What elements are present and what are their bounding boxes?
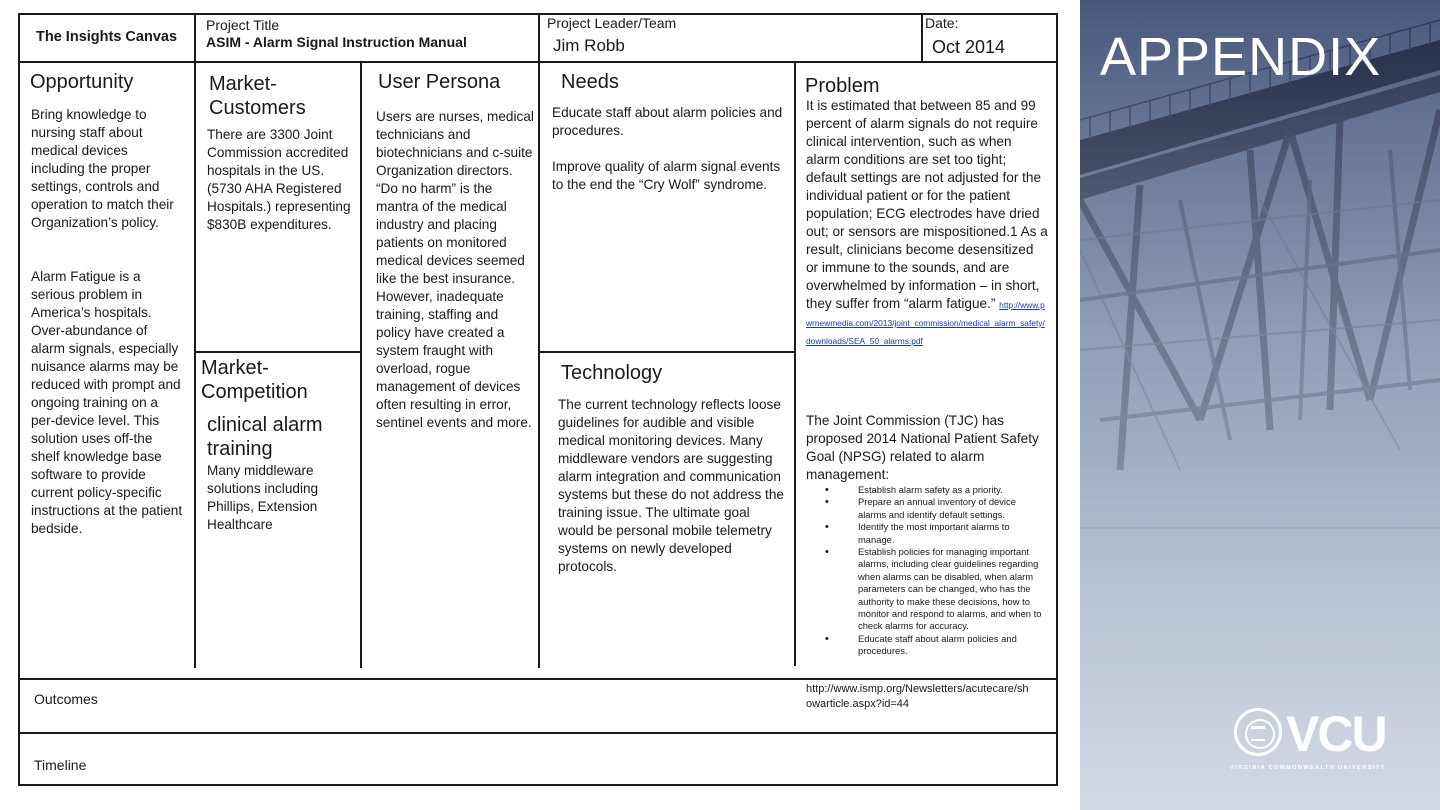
- col-div-4: [794, 61, 796, 666]
- needs-divider: [538, 351, 794, 353]
- market-customers-text: There are 3300 Joint Commission accredited hospitals in the US. (5730 AHA Registered Hospitals.) representing $830B expenditures.: [207, 127, 351, 232]
- list-item: • Educate staff about alarm policies and procedures.: [806, 633, 1042, 658]
- problem-link[interactable]: http://www.pwrnewmedia.com/2013/joint_commission/medical_alarm_safety/downloads/SEA_50_alarms.pdf: [806, 300, 1045, 346]
- needs-heading: Needs: [561, 71, 619, 93]
- list-item: • Identify the most important alarms to manage.: [806, 521, 1042, 546]
- opportunity-text-1: Bring knowledge to nursing staff about medical devices including the proper settings, controls and operation to match their Organization’s policy.: [31, 107, 174, 230]
- list-item: • Prepare an annual inventory of device alarms and identify default settings.: [806, 496, 1042, 521]
- list-item: • Establish alarm safety as a priority.: [806, 484, 1042, 496]
- date-label: Date:: [925, 15, 959, 31]
- list-item: • Establish policies for managing important alarms, including clear guidelines regarding when alarms can be disabled, when alarm parameters can be changed, who has the authority to make these decisions, how to monitor and respond to alarms, and when to check alarms for accuracy.: [806, 546, 1042, 633]
- header-div-1: [194, 13, 196, 63]
- market-competition-heading: Market- Competition: [201, 357, 308, 403]
- outcomes-divider: [18, 678, 1058, 680]
- col-div-2: [360, 61, 362, 668]
- vcu-logo-text: VCU: [1286, 706, 1386, 762]
- vcu-seal-icon: [1234, 708, 1282, 756]
- leader-label: Project Leader/Team: [547, 15, 677, 31]
- border-bottom: [18, 784, 1058, 786]
- opportunity-heading: Opportunity: [30, 71, 134, 93]
- problem-heading: Problem: [805, 75, 880, 97]
- canvas-title: The Insights Canvas: [36, 29, 178, 45]
- leader-name: Jim Robb: [553, 36, 625, 55]
- tjc-text: The Joint Commission (TJC) has proposed 2014 National Patient Safety Goal (NPSG) related to alarm management:: [806, 413, 1039, 482]
- market-competition-subheading: clinical alarm training: [207, 414, 323, 460]
- bridge-graphic: [1080, 0, 1440, 810]
- user-persona-text: Users are nurses, medical technicians and biotechnicians and c-suite Organization directors. “Do no harm” is the mantra of the medical industry and placing patients on monitored medical devices seemed like the best insurance. However, inadequate training, staffing and policy have created a system fraught with overload, rogue management of devices often resulting in error, sentinel events and more.: [376, 109, 534, 430]
- problem-body: It is estimated that between 85 and 99 percent of alarm signals do not require clinical intervention, such as when alarm conditions are set too tight; default settings are not adjusted for the individual patient or for the patient population; ECG electrodes have dried out; or sensors are mispositioned.1 As a result, clinicians become desensitized or immune to the sounds, and are overwhelmed by information – in short, they suffer from “alarm fatigue.”: [806, 98, 1048, 311]
- opportunity-text-2: Alarm Fatigue is a serious problem in America’s hospitals. Over-abundance of alarm signals, especially nuisance alarms may be reduced with prompt and ongoing training on a per-device level. This solution uses off-the shelf knowledge base software to provide current policy-specific instructions at the patient bedside.: [31, 269, 183, 536]
- npsg-list: [806, 484, 1042, 658]
- border-right: [1056, 13, 1058, 786]
- needs-text-2: Improve quality of alarm signal events to the end the “Cry Wolf” syndrome.: [552, 159, 781, 192]
- header-div-3: [921, 13, 923, 63]
- vcu-logo-subtitle: VIRGINIA COMMONWEALTH UNIVERSITY: [1230, 765, 1386, 771]
- col-div-1: [194, 61, 196, 668]
- needs-text-1: Educate staff about alarm policies and procedures.: [552, 105, 783, 138]
- date-value: Oct 2014: [932, 37, 1006, 57]
- problem-source[interactable]: http://www.ismp.org/Newsletters/acutecare/showarticle.aspx?id=44: [806, 683, 1029, 710]
- border-left: [18, 13, 20, 786]
- bridge-photo-panel: [1080, 0, 1440, 810]
- header-div-2: [538, 13, 540, 63]
- appendix-title: APPENDIX: [1100, 27, 1382, 87]
- col-div-3: [538, 61, 540, 668]
- project-title-label: Project Title: [206, 17, 280, 33]
- technology-text: The current technology reflects loose guidelines for audible and visible medical monitoring devices. Many middleware vendors are suggesting alarm integration and communication systems but these do not address the training issue. The ultimate goal would be personal mobile telemetry systems on newly developed protocols.: [558, 397, 784, 574]
- outcomes-label: Outcomes: [34, 691, 98, 707]
- market-customers-heading: Market- Customers: [209, 73, 306, 119]
- project-title: ASIM - Alarm Signal Instruction Manual: [206, 34, 467, 50]
- technology-heading: Technology: [561, 362, 663, 384]
- problem-text: [806, 97, 1048, 349]
- timeline-divider: [18, 732, 1058, 734]
- timeline-label: Timeline: [34, 757, 87, 773]
- market-competition-text: Many middleware solutions including Phillips, Extension Healthcare: [207, 463, 319, 532]
- market-divider: [194, 351, 362, 353]
- user-persona-heading: User Persona: [378, 71, 501, 93]
